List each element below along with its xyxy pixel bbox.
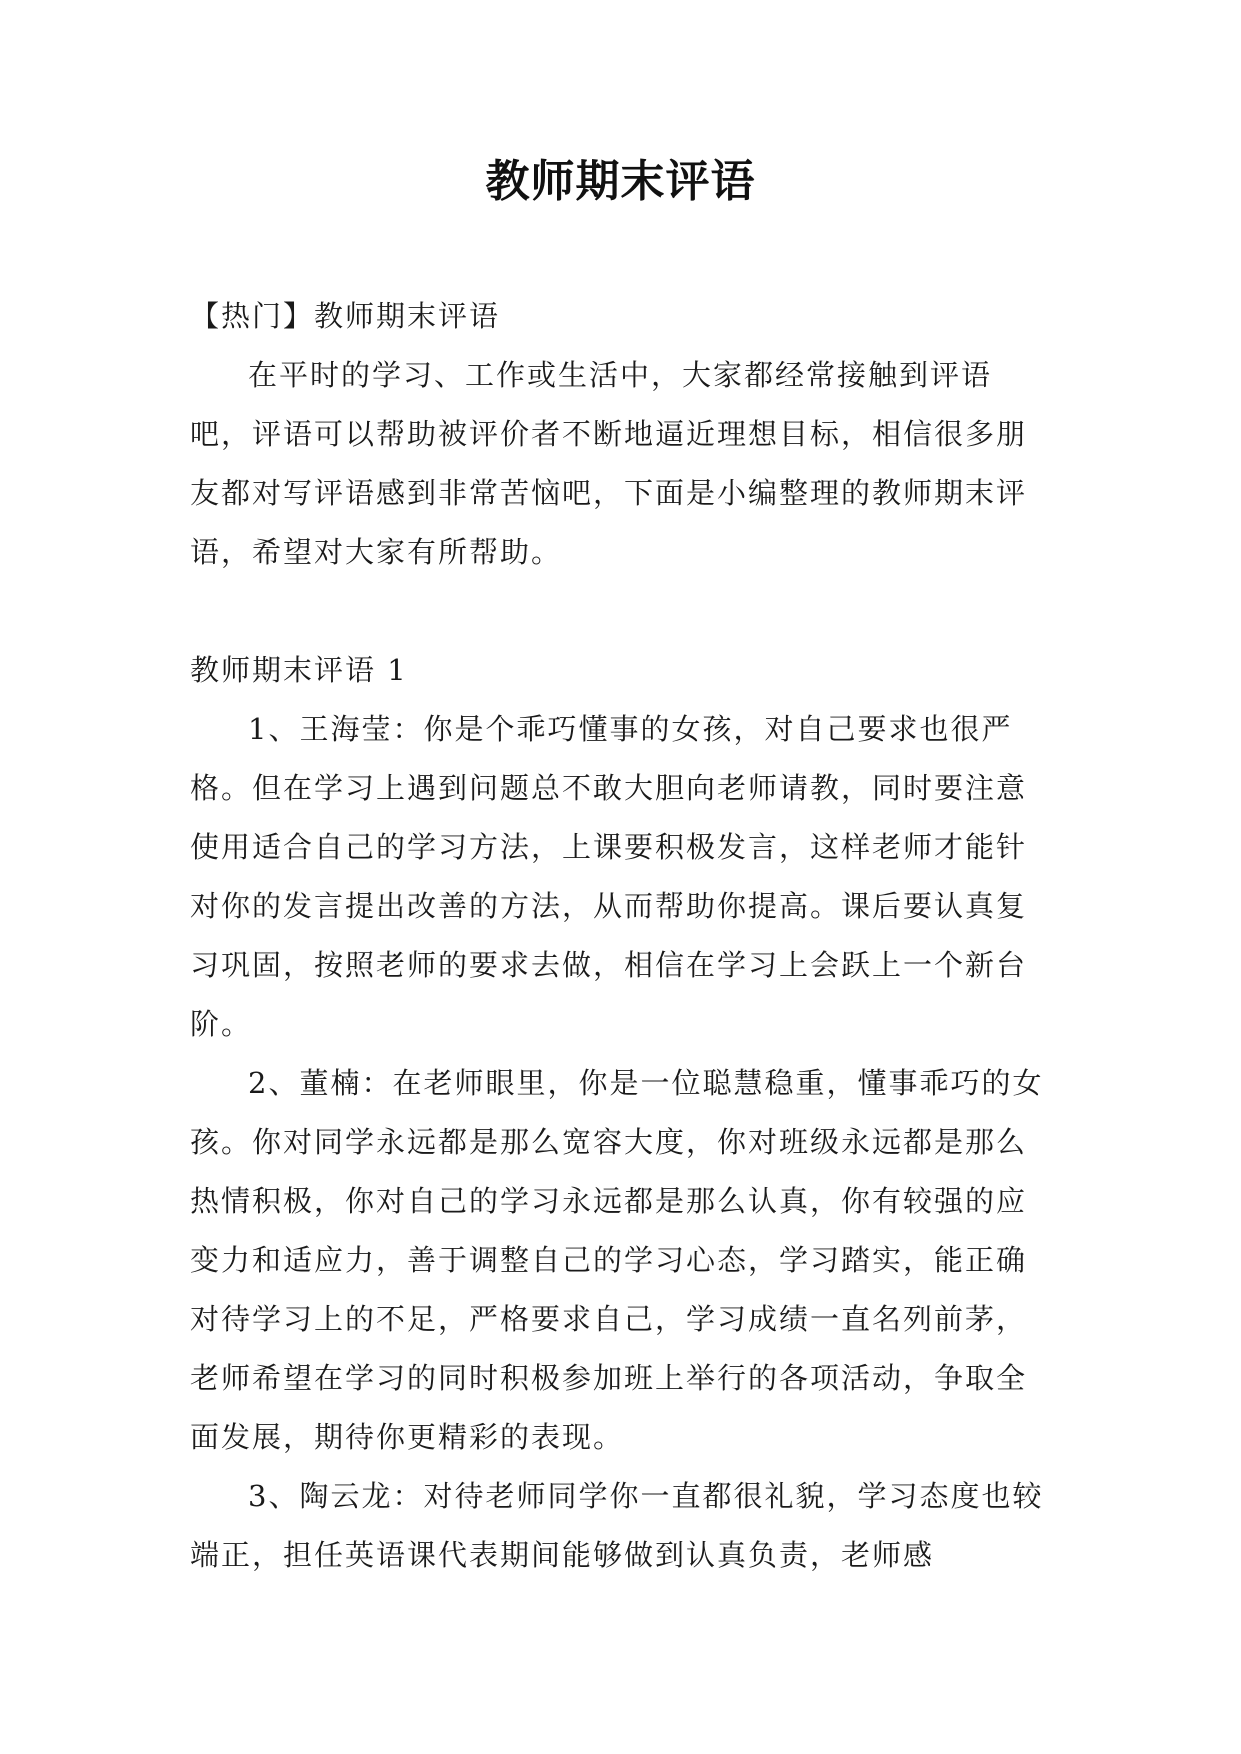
document-body <box>190 287 1052 1585</box>
intro-paragraph: 在平时的学习、工作或生活中，大家都经常接触到评语吧，评语可以帮助被评价者不断地逼近理想目标，相信很多朋友都对写评语感到非常苦恼吧，下面是小编整理的教师期末评语，希望对大家有所帮助。 <box>190 358 1028 569</box>
comment-paragraph-1: 1、王海莹：你是个乖巧懂事的女孩，对自己要求也很严格。但在学习上遇到问题总不敢大胆向老师请教，同时要注意使用适合自己的学习方法，上课要积极发言，这样老师才能针对你的发言提出改善的方法，从而帮助你提高。课后要认真复习巩固，按照老师的要求去做，相信在学习上会跃上一个新台阶。 <box>190 712 1028 1041</box>
paragraph-spacer <box>190 582 1052 641</box>
tag-line: 【热门】教师期末评语 <box>190 299 501 333</box>
comment-paragraph-2: 2、董楠：在老师眼里，你是一位聪慧稳重，懂事乖巧的女孩。你对同学永远都是那么宽容大度，你对班级永远都是那么热情积极，你对自己的学习永远都是那么认真，你有较强的应变力和适应力，善于调整自己的学习心态，学习踏实，能正确对待学习上的不足，严格要求自己，学习成绩一直名列前茅，老师希望在学习的同时积极参加班上举行的各项活动，争取全面发展，期待你更精彩的表现。 <box>190 1066 1044 1454</box>
comment-paragraph-3: 3、陶云龙：对待老师同学你一直都很礼貌，学习态度也较端正，担任英语课代表期间能够做到认真负责，老师感 <box>190 1479 1044 1572</box>
section-heading: 教师期末评语 1 <box>190 653 408 687</box>
page-title: 教师期末评语 <box>485 156 756 207</box>
